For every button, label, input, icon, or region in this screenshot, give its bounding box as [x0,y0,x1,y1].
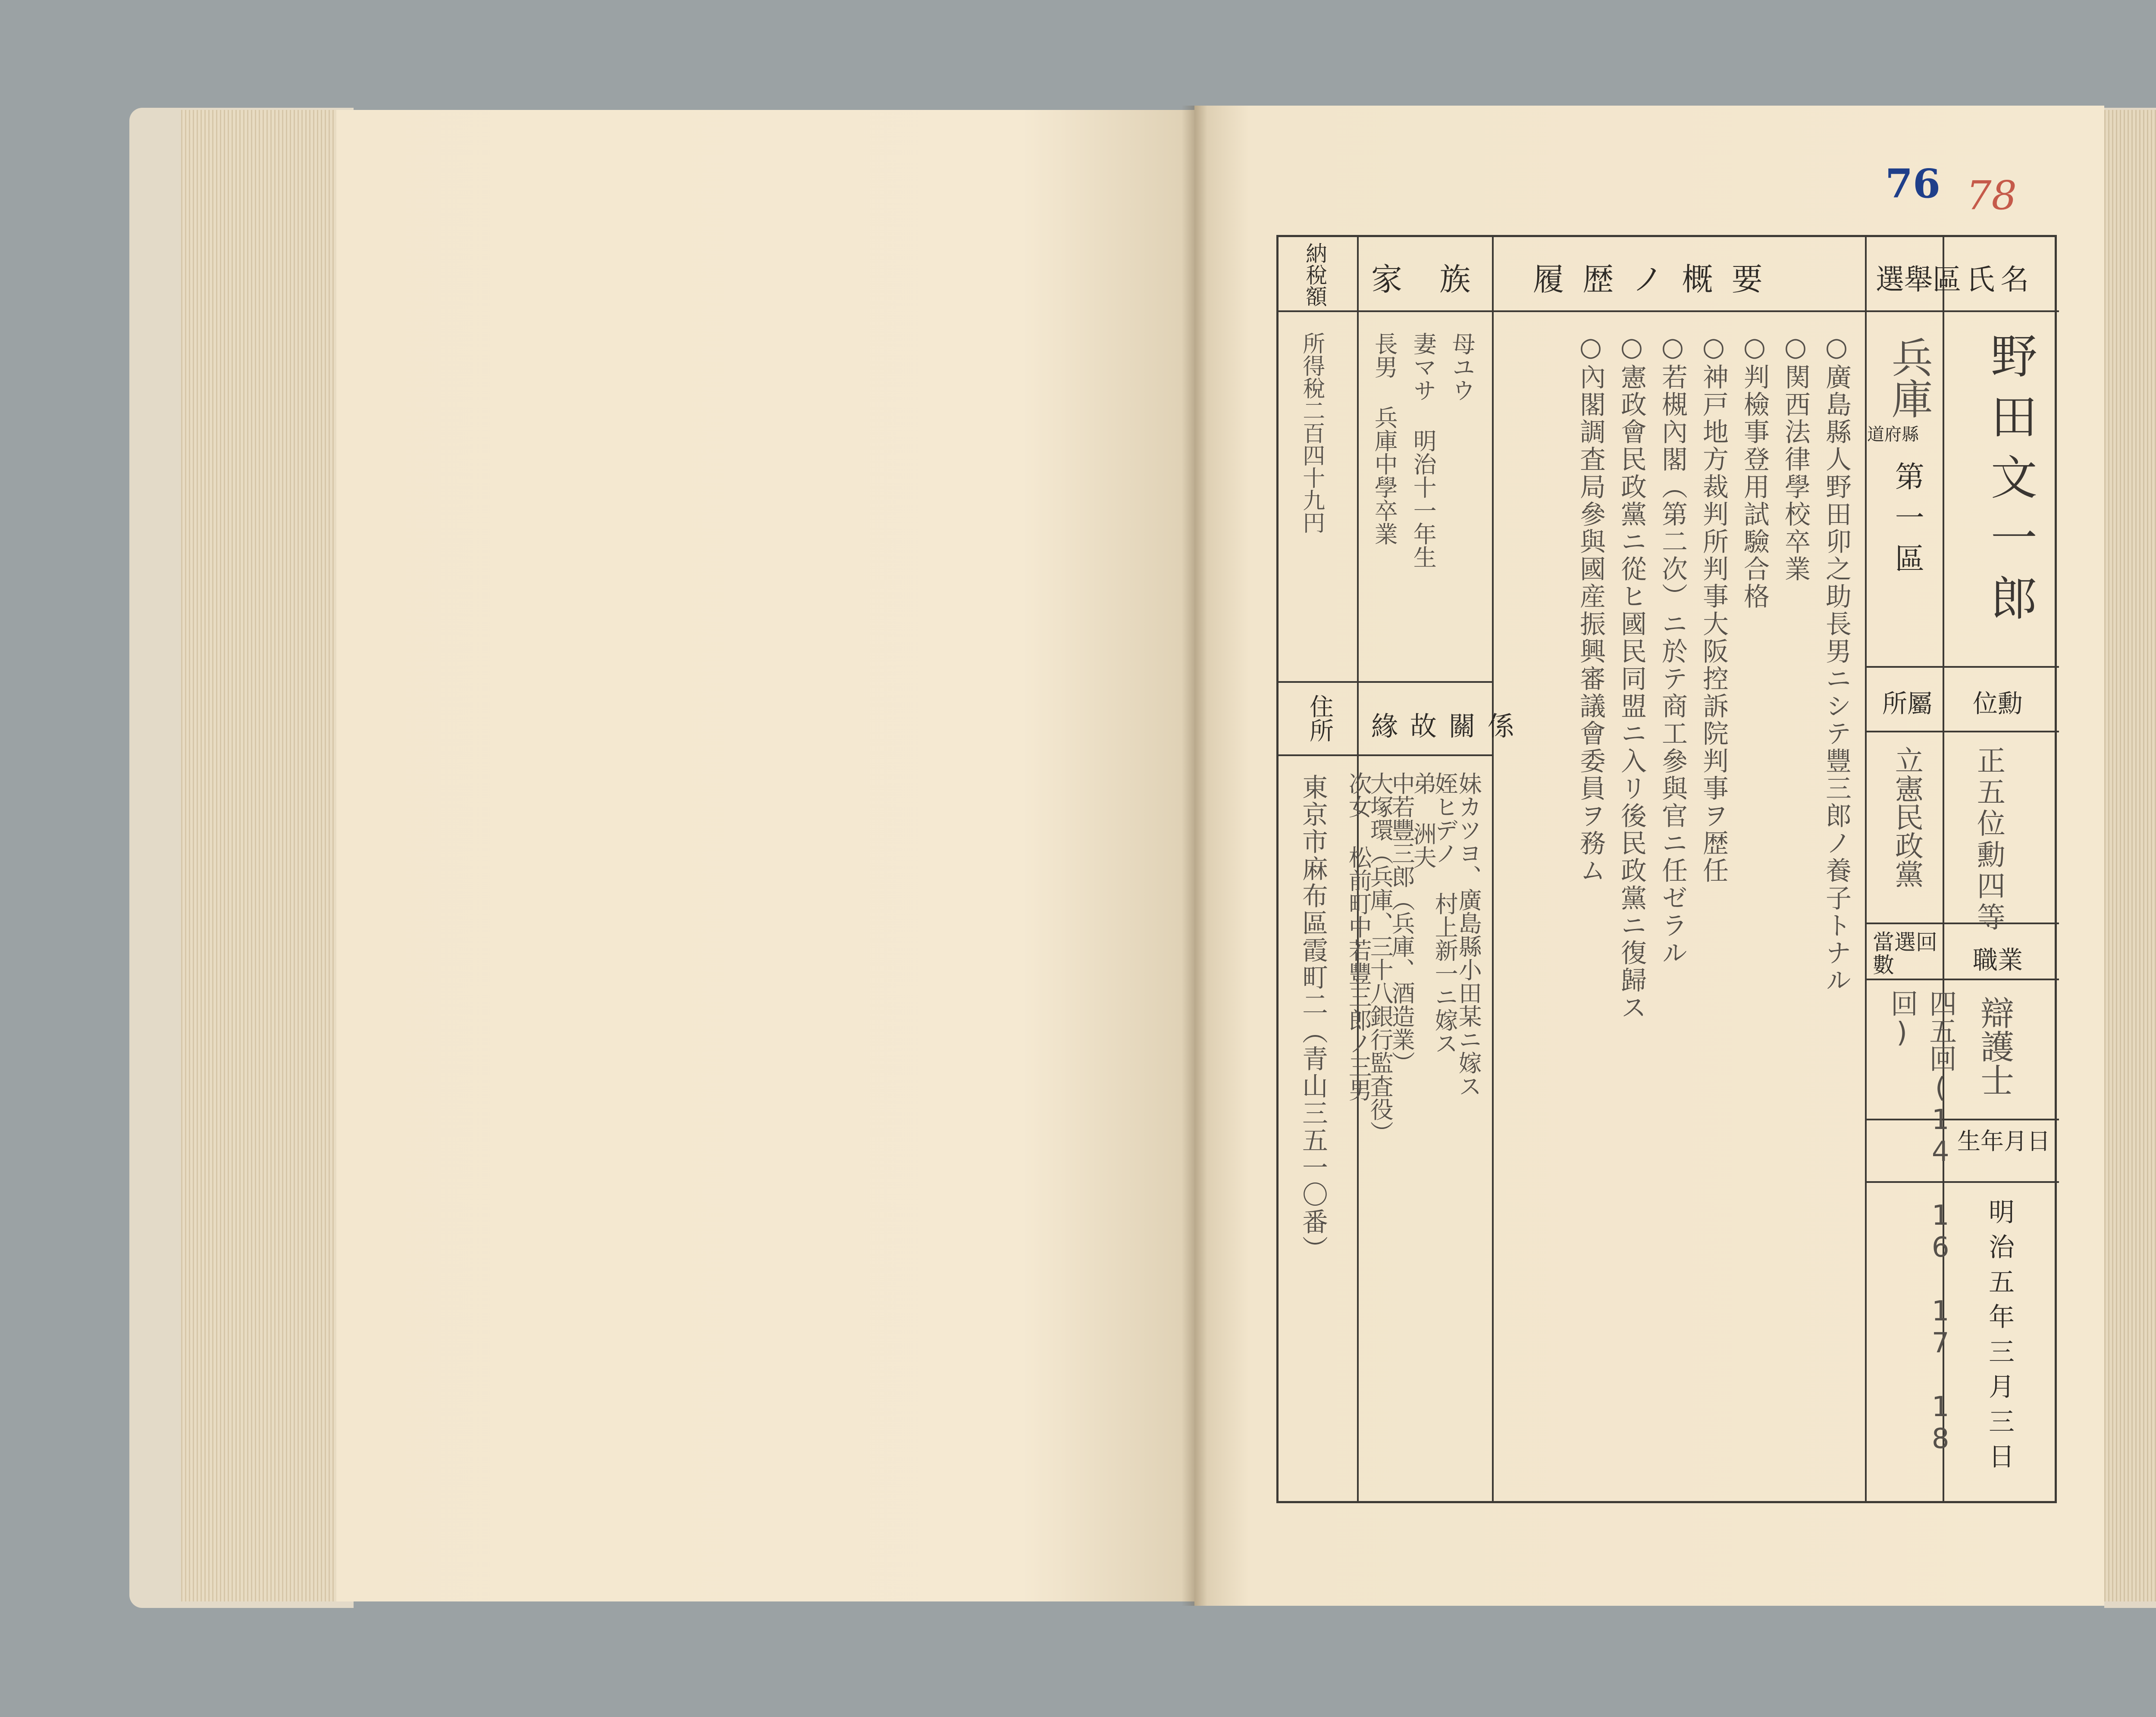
header-tax: 納稅額 [1302,242,1327,307]
elected-count-value: 四五回(14 16 17 18回) [1886,989,1957,1455]
district-prefecture: 兵庫 [1885,336,1934,419]
header-birth-date: 生年月日 [1957,1128,2050,1155]
district-number: 第一區 [1890,461,1924,585]
address-value: 東京市麻布區霞町二（青山三五一〇番） [1298,774,1328,1263]
page-stack-right [2104,110,2156,1601]
career-line: ○憲政會民政黨ニ從ヒ國民同盟ニ入リ後民政黨ニ復歸ス [1617,332,1647,1022]
career-line: ○內閣調査局參與國産振興審議會委員ヲ務ム [1576,332,1606,885]
relation-line: 中若豐三郎（兵庫、酒造業） [1388,772,1416,1074]
family-line: 母ユウ [1448,332,1476,402]
relation-line: 妹カツヨ、廣島縣小田某ニ嫁ス [1455,772,1482,1098]
rank-value: 正五位勳四等 [1972,746,2006,934]
header-district: 選舉區 [1876,263,1961,296]
family-line: 長男 兵庫中學卒業 [1371,332,1398,545]
relation-line: 次女 松前町中若豐三郎ノ三男 [1345,772,1373,1101]
family-line: 妻マサ 明治十一年生 [1410,332,1437,569]
stamped-page-number: 76 [1885,160,1941,207]
relation-line: 弟 洲夫 [1410,772,1437,869]
career-line: ○廣島縣人野田卯之助長男ニシテ豐三郎ノ養子トナル [1821,332,1852,995]
blank-left-page [336,110,1194,1601]
career-line: ○若槻內閣（第二次）ニ於テ商工參與官ニ任ゼラル [1658,332,1688,967]
relation-line: 姪ヒデノ 村上新一ニ嫁ス [1431,772,1459,1055]
header-relations: 緣故關係 [1371,710,1526,742]
book-gutter [1181,106,1207,1606]
page-stack-left [181,110,336,1601]
member-name: 野田文一郎 [1983,332,2037,635]
member-record-form [1276,235,2057,1503]
district-kind: 道府縣 [1867,425,1919,444]
relation-line: 大塚環（兵庫、三十八銀行監査役） [1366,772,1394,1144]
handwritten-page-number: 78 [1966,172,2017,219]
career-line: ○関西法律學校卒業 [1780,332,1811,583]
header-career: 履歴ノ概要 [1533,261,1782,297]
tax-value: 所得稅二百四十九円 [1298,332,1325,534]
header-rank: 位勳 [1973,689,2023,718]
header-occupation: 職業 [1973,945,2023,975]
header-address: 住所 [1306,694,1334,742]
header-party: 所屬 [1882,689,1933,718]
header-family: 家族 [1371,261,1508,297]
header-name: 氏名 [1966,263,2035,296]
party-value: 立憲民政黨 [1890,746,1924,888]
header-elected-count: 當選回數 [1873,930,1937,978]
occupation-value: 辯護士 [1975,996,2014,1097]
career-line: ○判檢事登用試驗合格 [1739,332,1770,610]
career-line: ○神戸地方裁判所判事大阪控訴院判事ヲ歴任 [1698,332,1729,885]
birth-date-value: 明治五年三月三日 [1984,1198,2015,1478]
